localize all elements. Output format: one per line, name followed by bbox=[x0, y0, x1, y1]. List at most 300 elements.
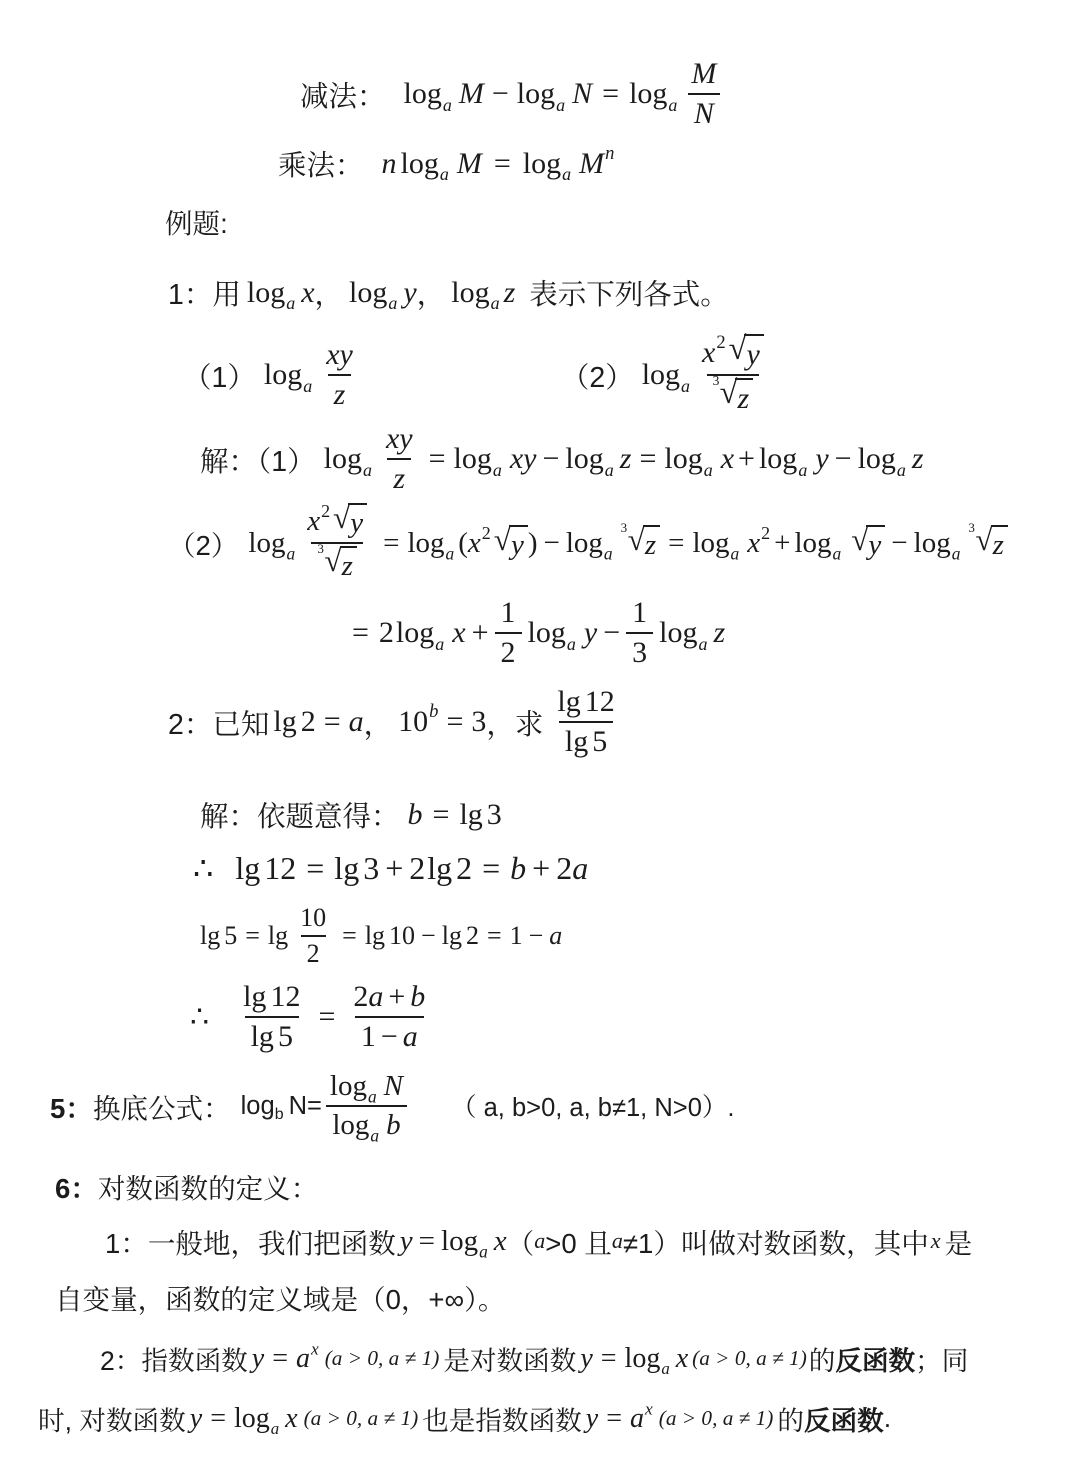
spacer bbox=[369, 633, 379, 634]
fraction-numerator bbox=[294, 901, 332, 935]
math-run: 2 bbox=[306, 939, 320, 968]
radical-sign-icon: √ bbox=[851, 521, 869, 557]
math-run: = bbox=[606, 1402, 623, 1434]
fraction-denominator bbox=[688, 93, 720, 133]
math-run: = bbox=[306, 849, 325, 886]
spacer bbox=[619, 94, 629, 95]
math-run: = bbox=[383, 526, 400, 559]
math-variable: y bbox=[189, 1402, 203, 1434]
math-run: 3 bbox=[471, 705, 487, 738]
text-run: （ bbox=[506, 1228, 535, 1259]
math-run: log bbox=[758, 442, 798, 475]
text-run: ， bbox=[314, 279, 344, 311]
math-run: = bbox=[482, 849, 501, 886]
math-run: lg bbox=[235, 849, 261, 886]
math-run: − bbox=[528, 921, 544, 950]
text-run: 时, 对数函数 bbox=[38, 1406, 186, 1436]
math-run: 2 bbox=[300, 705, 316, 738]
text-run: 2：指数函数 bbox=[100, 1346, 248, 1376]
radical-sign-icon: √ bbox=[333, 500, 351, 535]
math-small-group: a bbox=[534, 1228, 546, 1253]
radical-sign-icon: √ bbox=[975, 521, 993, 557]
radical-index: 3 bbox=[968, 519, 975, 535]
fraction bbox=[324, 1068, 409, 1144]
spacer bbox=[449, 814, 459, 815]
spacer bbox=[202, 1418, 210, 1419]
subscript: b bbox=[274, 1105, 284, 1123]
math-small-group: a bbox=[611, 1228, 623, 1253]
problem-1 bbox=[168, 272, 729, 313]
math-run: 2 bbox=[500, 636, 516, 669]
radical-sign-icon: √ bbox=[627, 521, 645, 557]
fraction-numerator bbox=[380, 420, 419, 458]
radical bbox=[317, 541, 356, 583]
spacer bbox=[543, 722, 549, 723]
math-variable: y bbox=[251, 1342, 265, 1374]
math-run: − bbox=[543, 526, 560, 559]
inverse-paragraph-line-2 bbox=[38, 1399, 891, 1438]
math-run: lg bbox=[267, 921, 289, 950]
spacer bbox=[375, 543, 383, 544]
text-run: . bbox=[883, 1403, 892, 1433]
text-run: >0 且 bbox=[545, 1228, 612, 1259]
spacer bbox=[598, 1418, 606, 1419]
fraction-numerator bbox=[626, 594, 653, 632]
math-run: lg bbox=[459, 797, 483, 831]
subscript: a bbox=[479, 1240, 488, 1261]
math-variable: N bbox=[572, 77, 593, 110]
math-run: ( bbox=[458, 526, 468, 559]
subscript: a bbox=[798, 459, 808, 480]
math-run: = bbox=[446, 705, 464, 738]
subscript: a bbox=[661, 1358, 670, 1378]
math-run: − bbox=[421, 921, 436, 950]
subscript: a bbox=[681, 375, 691, 396]
math-variable: a bbox=[348, 705, 364, 738]
fraction-numerator bbox=[324, 1068, 409, 1105]
math-variable: x bbox=[307, 505, 321, 537]
math-variable: n bbox=[381, 146, 397, 180]
fraction-denominator bbox=[559, 721, 613, 761]
math-run: 12 bbox=[270, 980, 301, 1013]
fraction-numerator bbox=[685, 55, 722, 93]
radical-sign-icon: √ bbox=[728, 331, 747, 367]
math-run: ∴ bbox=[190, 1000, 210, 1034]
math-run: ∴ bbox=[193, 850, 214, 886]
math-run: lg bbox=[364, 921, 386, 950]
subscript: a bbox=[439, 163, 449, 184]
superscript: x bbox=[311, 1338, 319, 1358]
fraction-denominator bbox=[387, 458, 411, 498]
math-run: 10 bbox=[300, 903, 327, 932]
math-run: + bbox=[738, 442, 755, 475]
math-small-group: (a > 0, a ≠ 1) bbox=[658, 1406, 774, 1430]
math-run: 10 bbox=[389, 921, 416, 950]
subscript: a bbox=[562, 163, 572, 184]
text-run: 减法： bbox=[300, 80, 386, 113]
spacer bbox=[438, 722, 446, 723]
math-run: = bbox=[486, 921, 502, 950]
spacer bbox=[576, 633, 584, 634]
math-run: 1 bbox=[360, 1020, 376, 1053]
fraction bbox=[696, 332, 770, 418]
fraction-numerator bbox=[696, 332, 770, 374]
spacer bbox=[296, 868, 306, 869]
spacer bbox=[260, 936, 268, 937]
subscript: a bbox=[492, 459, 502, 480]
radical bbox=[620, 519, 660, 562]
subscript: a bbox=[668, 94, 678, 115]
subscript: a bbox=[703, 459, 713, 480]
math-run: 10 bbox=[398, 705, 429, 738]
text-run: 换底公式： bbox=[92, 1093, 231, 1124]
spacer bbox=[960, 543, 968, 544]
spacer bbox=[372, 459, 378, 460]
subscript: a bbox=[730, 542, 740, 563]
spacer bbox=[479, 936, 487, 937]
text-run: （2） bbox=[168, 530, 239, 561]
radical-body bbox=[348, 503, 367, 540]
fraction-denominator bbox=[245, 1016, 299, 1056]
math-run: log bbox=[332, 1109, 370, 1141]
radical-body bbox=[744, 334, 763, 372]
spacer bbox=[361, 375, 561, 376]
math-run: log bbox=[794, 526, 832, 559]
math-variable: y bbox=[868, 528, 882, 561]
spacer bbox=[472, 868, 482, 869]
spacer bbox=[411, 1106, 451, 1107]
math-run: 3 bbox=[632, 636, 648, 669]
spacer bbox=[238, 543, 248, 544]
spacer bbox=[324, 868, 334, 869]
math-variable: N bbox=[383, 1070, 403, 1102]
math-variable: b bbox=[386, 1109, 401, 1141]
math-run: 2 bbox=[465, 921, 479, 950]
math-variable: z bbox=[341, 550, 353, 582]
spacer bbox=[713, 459, 721, 460]
math-run: 5 bbox=[592, 725, 608, 758]
spacer bbox=[482, 163, 494, 164]
math-variable: M bbox=[691, 57, 717, 90]
spacer bbox=[312, 375, 318, 376]
bold-text-run: 6： bbox=[55, 1173, 98, 1204]
therefore-lg12 bbox=[193, 849, 588, 887]
math-variable: a bbox=[296, 1342, 310, 1374]
math-run: log bbox=[664, 442, 703, 475]
subscript: a bbox=[604, 459, 614, 480]
math-variable: a bbox=[630, 1402, 645, 1434]
math-run: 5 bbox=[224, 921, 238, 950]
math-variable: N bbox=[693, 97, 714, 130]
math-run: lg bbox=[200, 921, 221, 950]
subscript: a bbox=[388, 292, 398, 313]
math-run: = bbox=[272, 1342, 288, 1374]
math-run: − bbox=[491, 77, 509, 110]
math-run: log bbox=[659, 616, 698, 649]
spacer bbox=[656, 459, 664, 460]
math-run: ) bbox=[527, 526, 538, 559]
math-run: 3 bbox=[486, 797, 502, 831]
spacer bbox=[316, 459, 324, 460]
lg5-derivation bbox=[200, 901, 562, 971]
math-run: log bbox=[629, 77, 668, 110]
math-run: lg bbox=[334, 849, 360, 886]
math-run: − bbox=[380, 1020, 398, 1053]
math-variable: x bbox=[675, 1342, 689, 1374]
text-run: ， bbox=[416, 279, 446, 311]
text-run: 是对数函数 bbox=[443, 1346, 577, 1376]
bold-text-run: 反函数 bbox=[803, 1406, 884, 1436]
math-run: lg bbox=[243, 980, 267, 1013]
spacer bbox=[484, 94, 492, 95]
text-run: 解：（1） bbox=[200, 445, 316, 478]
math-variable: xy bbox=[326, 338, 353, 371]
formula-multiplication-rule bbox=[278, 143, 614, 184]
subscript: a bbox=[442, 94, 452, 115]
text-run: 对数函数的定义： bbox=[97, 1173, 319, 1204]
text-run: 乘法： bbox=[278, 150, 364, 182]
text-run: ≠1）叫做对数函数，其中 bbox=[622, 1228, 929, 1259]
text-run: （2） bbox=[560, 361, 634, 394]
math-run: − bbox=[834, 442, 852, 475]
spacer bbox=[660, 543, 668, 544]
solution-1 bbox=[200, 420, 924, 498]
problem-2 bbox=[168, 683, 623, 761]
math-run: = bbox=[493, 146, 511, 180]
math-run: + bbox=[471, 616, 489, 649]
math-variable: xy bbox=[385, 422, 413, 455]
superscript: 2 bbox=[321, 501, 331, 522]
subscript: a bbox=[445, 542, 455, 563]
math-small-group: (a > 0, a ≠ 1) bbox=[324, 1346, 440, 1370]
radical bbox=[728, 331, 764, 372]
math-run: = bbox=[602, 77, 620, 110]
math-run: 3 bbox=[363, 849, 380, 886]
solution-2 bbox=[168, 501, 1008, 585]
examples-heading bbox=[165, 201, 228, 241]
math-run: = bbox=[323, 705, 341, 738]
math-run: 2 bbox=[353, 980, 369, 1013]
math-variable: z bbox=[393, 462, 406, 495]
text-run: 表示下列各式。 bbox=[529, 279, 729, 311]
text-run: 1：一般地，我们把函数 bbox=[105, 1228, 396, 1259]
math-run: log bbox=[565, 526, 603, 559]
math-variable: M bbox=[456, 146, 482, 180]
fraction bbox=[301, 501, 373, 585]
math-run: = bbox=[418, 1224, 436, 1257]
radical bbox=[712, 373, 753, 416]
fraction bbox=[551, 683, 620, 761]
math-run: log bbox=[527, 616, 566, 649]
spacer bbox=[364, 163, 382, 164]
math-variable: xy bbox=[509, 442, 537, 475]
spacer bbox=[209, 1017, 235, 1018]
subscript: a bbox=[566, 633, 576, 654]
math-variable: x bbox=[285, 1402, 298, 1434]
math-variable: z bbox=[911, 442, 924, 475]
spacer bbox=[449, 163, 457, 164]
subscript: a bbox=[951, 542, 961, 563]
radical bbox=[968, 519, 1007, 562]
fraction-denominator bbox=[355, 1016, 424, 1056]
spacer bbox=[421, 459, 429, 460]
math-run: log bbox=[349, 275, 388, 309]
subscript: a bbox=[367, 1086, 377, 1107]
text-run: ；同 bbox=[915, 1346, 969, 1376]
text-run: 解：依题意得： bbox=[200, 801, 400, 833]
math-variable: x bbox=[493, 1224, 507, 1257]
math-run: log bbox=[441, 1224, 479, 1257]
math-variable: z bbox=[737, 382, 750, 415]
superscript: 2 bbox=[481, 522, 491, 543]
math-run: log bbox=[403, 77, 442, 110]
math-variable: z bbox=[503, 275, 516, 309]
fraction-numerator bbox=[237, 978, 306, 1016]
spacer bbox=[231, 1106, 241, 1107]
subscript: a bbox=[270, 1418, 280, 1438]
math-run: 1 bbox=[632, 596, 648, 629]
math-variable: x bbox=[702, 336, 716, 369]
text-run: ，求 bbox=[486, 708, 544, 741]
math-variable: y bbox=[815, 442, 829, 475]
radical bbox=[333, 500, 367, 540]
fraction-denominator bbox=[311, 542, 362, 585]
therefore-result bbox=[190, 978, 433, 1056]
math-run: lg bbox=[441, 921, 462, 950]
subscript: a bbox=[286, 292, 296, 313]
math-run: 1 bbox=[500, 596, 516, 629]
fraction-numerator bbox=[495, 594, 522, 632]
sans-math-run: （ a, b>0, a, b≠1, N>0）. bbox=[451, 1094, 735, 1122]
spacer bbox=[264, 1358, 272, 1359]
math-run: 1 bbox=[509, 921, 523, 950]
subscript: a bbox=[362, 459, 372, 480]
fraction-numerator bbox=[347, 978, 431, 1016]
math-variable: y bbox=[403, 275, 417, 309]
spacer bbox=[511, 163, 523, 164]
math-run: 2 bbox=[378, 616, 394, 649]
math-variable: b bbox=[407, 797, 423, 831]
math-variable: x bbox=[301, 275, 315, 309]
math-run: 12 bbox=[264, 849, 297, 886]
math-run: lg bbox=[273, 705, 297, 738]
fraction-denominator bbox=[495, 632, 522, 672]
math-variable: b bbox=[410, 980, 426, 1013]
spacer bbox=[677, 94, 683, 95]
spacer bbox=[593, 1358, 601, 1359]
spacer bbox=[423, 814, 433, 815]
spacer bbox=[308, 1017, 318, 1018]
radical-body bbox=[991, 525, 1008, 562]
superscript: b bbox=[429, 700, 439, 722]
math-variable: b bbox=[510, 849, 527, 886]
math-run: + bbox=[774, 526, 791, 559]
fraction bbox=[294, 901, 332, 971]
math-run: lg bbox=[564, 725, 589, 758]
text-run: （1） bbox=[183, 361, 256, 394]
spacer bbox=[334, 936, 342, 937]
math-run: 2 bbox=[556, 849, 573, 886]
math-run: = bbox=[639, 442, 657, 475]
text-run: 2：已知 bbox=[168, 708, 270, 741]
spacer bbox=[502, 936, 510, 937]
math-run: = bbox=[342, 921, 357, 950]
fraction bbox=[380, 420, 419, 498]
problem-1-expressions bbox=[183, 332, 772, 418]
math-run: log bbox=[323, 442, 362, 475]
subscript: a bbox=[832, 542, 842, 563]
math-run: log bbox=[692, 526, 730, 559]
definition-heading bbox=[55, 1166, 318, 1206]
spacer bbox=[620, 633, 624, 634]
subscript: a bbox=[435, 633, 445, 654]
math-run: 5 bbox=[277, 1020, 293, 1053]
math-run: − bbox=[603, 616, 621, 649]
spacer bbox=[335, 1017, 345, 1018]
math-run: log bbox=[641, 358, 681, 391]
definition-paragraph-line-1 bbox=[105, 1221, 972, 1261]
spacer bbox=[226, 1418, 234, 1419]
radical bbox=[493, 521, 528, 562]
fraction-denominator bbox=[707, 374, 759, 418]
spacer bbox=[400, 814, 408, 815]
math-run: − bbox=[542, 442, 560, 475]
fraction bbox=[495, 594, 522, 672]
math-variable: a bbox=[549, 921, 563, 950]
math-run: = bbox=[318, 1000, 336, 1033]
radical-body bbox=[509, 525, 528, 562]
math-variable: y bbox=[746, 338, 760, 371]
superscript: n bbox=[605, 142, 615, 164]
math-run: = bbox=[245, 921, 260, 950]
subscript: a bbox=[698, 633, 708, 654]
text-run: 的 bbox=[777, 1406, 804, 1436]
math-run: = bbox=[432, 797, 450, 831]
math-variable: a bbox=[572, 849, 589, 886]
math-run: + bbox=[388, 980, 406, 1013]
math-small-group: (a > 0, a ≠ 1) bbox=[692, 1346, 807, 1370]
math-variable: y bbox=[510, 528, 524, 561]
spacer bbox=[379, 1125, 386, 1126]
math-variable: x bbox=[467, 526, 481, 559]
text-run: 例题: bbox=[165, 208, 228, 239]
subscript: a bbox=[490, 292, 500, 313]
spacer bbox=[515, 292, 529, 293]
math-run: 2 bbox=[409, 849, 426, 886]
text-run: 1：用 bbox=[168, 279, 241, 311]
fraction-numerator bbox=[320, 336, 359, 374]
math-variable: y bbox=[580, 1342, 593, 1374]
spacer bbox=[463, 722, 471, 723]
math-variable: z bbox=[713, 616, 726, 649]
spacer bbox=[288, 1358, 296, 1359]
math-variable: z bbox=[619, 442, 632, 475]
math-variable: y bbox=[399, 1224, 413, 1257]
spacer bbox=[690, 375, 694, 376]
radical-body bbox=[643, 525, 660, 562]
spacer bbox=[288, 936, 292, 937]
spacer bbox=[213, 868, 235, 869]
radical-body bbox=[866, 525, 885, 562]
text-run: 自变量，函数的定义域是（0，+∞）。 bbox=[55, 1284, 506, 1315]
subscript: a bbox=[896, 459, 906, 480]
fraction-denominator bbox=[301, 935, 326, 971]
fraction-denominator bbox=[326, 1105, 406, 1144]
math-run: log bbox=[453, 442, 492, 475]
spacer bbox=[613, 543, 621, 544]
sans-math-run: log bbox=[240, 1091, 275, 1120]
math-run: − bbox=[891, 526, 908, 559]
